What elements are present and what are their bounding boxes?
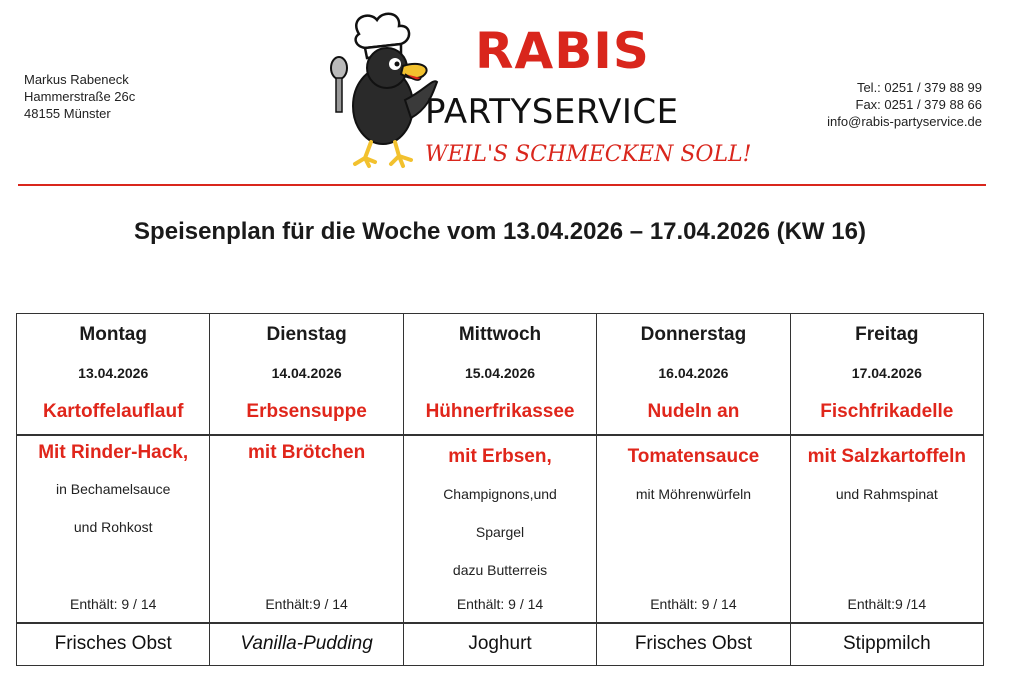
allergen-info: Enthält: 9 / 14 <box>650 596 737 612</box>
day-column-monday <box>17 314 210 665</box>
main-dish: Erbsensuppe <box>246 401 367 422</box>
row-divider <box>791 434 983 436</box>
day-column-thursday <box>597 314 790 665</box>
side-dish: Mit Rinder-Hack, <box>38 442 189 463</box>
owner-name: Markus Rabeneck <box>24 72 129 87</box>
dish-detail: Spargel <box>475 524 525 540</box>
day-date: 15.04.2026 <box>464 365 536 381</box>
day-name: Dienstag <box>266 324 347 345</box>
dish-detail: mit Möhrenwürfeln <box>635 486 751 502</box>
company-logo <box>325 8 752 178</box>
email-address: info@rabis-partyservice.de <box>827 114 982 129</box>
day-column-friday <box>791 314 983 665</box>
row-divider <box>210 434 402 436</box>
fax-number: Fax: 0251 / 379 88 66 <box>855 97 982 112</box>
row-divider <box>404 622 596 624</box>
row-divider <box>17 622 209 624</box>
row-divider <box>210 622 402 624</box>
weekly-menu-table <box>16 313 984 666</box>
day-column-wednesday <box>404 314 597 665</box>
row-divider <box>791 622 983 624</box>
dessert: Frisches Obst <box>54 633 172 654</box>
phone-number: Tel.: 0251 / 379 88 99 <box>856 80 982 95</box>
side-dish: Tomatensauce <box>627 446 760 467</box>
allergen-info: Enthält:9 / 14 <box>265 596 348 612</box>
dish-detail: in Bechamelsauce <box>56 481 171 497</box>
company-address <box>24 71 135 122</box>
dish-detail: und Rohkost <box>73 519 153 535</box>
day-date: 14.04.2026 <box>271 365 342 381</box>
allergen-info: Enthält: 9 / 14 <box>456 596 544 612</box>
dish-detail: dazu Butterreis <box>452 562 548 578</box>
day-date: 13.04.2026 <box>78 365 149 381</box>
allergen-info: Enthält:9 /14 <box>847 596 927 612</box>
allergen-info: Enthält: 9 / 14 <box>70 596 157 612</box>
dessert: Vanilla-Pudding <box>240 633 373 654</box>
day-name: Donnerstag <box>640 324 747 345</box>
day-name: Mittwoch <box>458 324 542 345</box>
dessert: Joghurt <box>468 633 532 654</box>
row-divider <box>404 434 596 436</box>
main-dish: Hühnerfrikassee <box>425 401 575 422</box>
day-column-tuesday <box>210 314 403 665</box>
dessert: Stippmilch <box>843 633 931 654</box>
street-address: Hammerstraße 26c <box>24 89 136 104</box>
main-dish: Kartoffelauflauf <box>43 401 184 422</box>
brand-name: RABIS <box>475 22 650 80</box>
day-date: 17.04.2026 <box>851 365 922 381</box>
day-name: Freitag <box>855 324 919 345</box>
city-address: 48155 Münster <box>24 106 111 121</box>
day-date: 16.04.2026 <box>658 365 729 381</box>
dish-detail: und Rahmspinat <box>835 486 938 502</box>
company-contact <box>827 79 982 130</box>
dish-detail: Champignons,und <box>443 486 557 502</box>
main-dish: Nudeln an <box>647 401 740 422</box>
brand-slogan: WEIL'S SCHMECKEN SOLL! <box>425 142 752 167</box>
row-divider <box>597 622 789 624</box>
side-dish: mit Brötchen <box>248 442 366 463</box>
page-title: Speisenplan für die Woche vom 13.04.2026 – 17.04.2026 (KW 16) <box>134 218 866 245</box>
row-divider <box>17 434 209 436</box>
side-dish: mit Salzkartoffeln <box>807 446 967 467</box>
side-dish: mit Erbsen, <box>448 446 552 467</box>
brand-subtitle: PARTYSERVICE <box>425 92 679 132</box>
row-divider <box>597 434 789 436</box>
day-name: Montag <box>79 324 147 345</box>
header-divider <box>18 184 986 186</box>
main-dish: Fischfrikadelle <box>820 401 954 422</box>
dessert: Frisches Obst <box>634 633 753 654</box>
